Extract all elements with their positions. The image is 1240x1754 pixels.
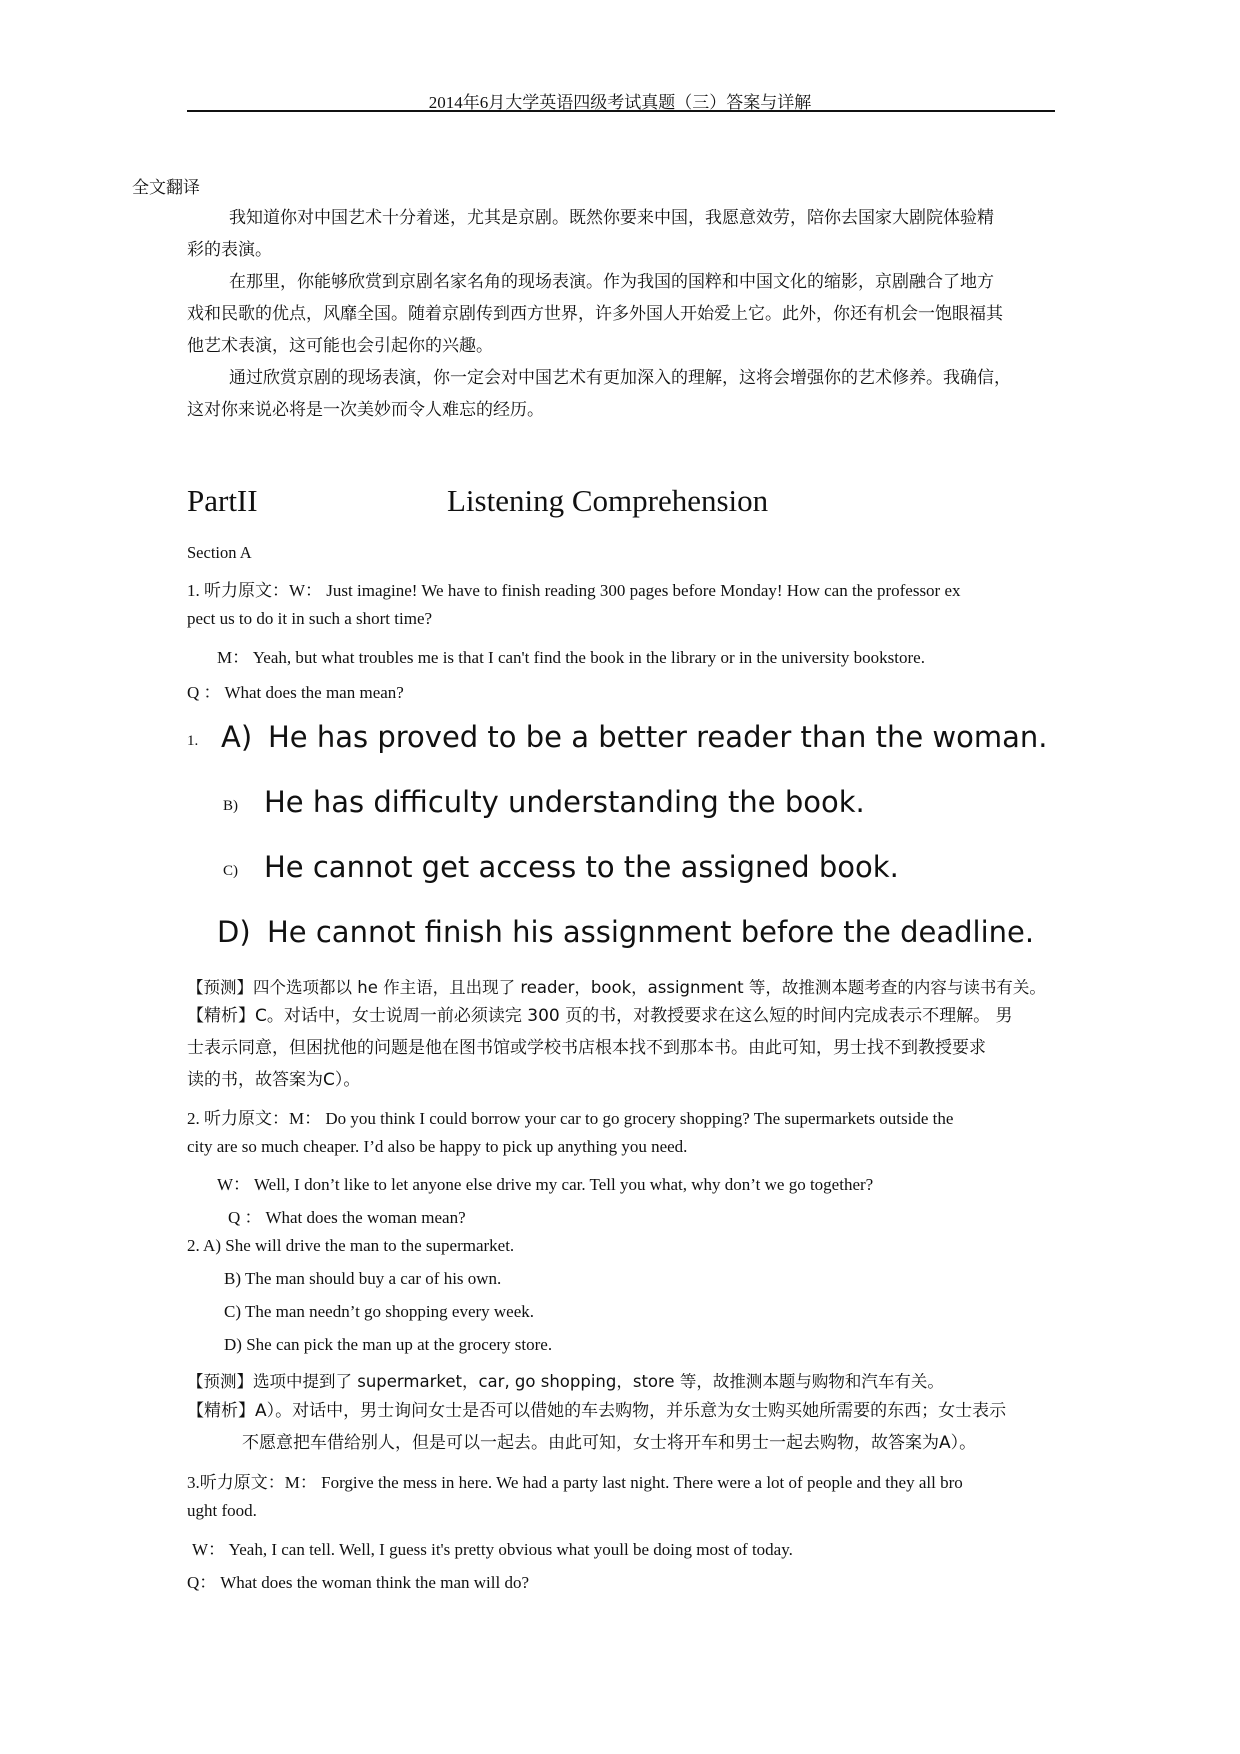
q2-question: Q ： What does the woman mean? — [228, 1208, 466, 1227]
q1-option-a-letter: A) — [221, 720, 253, 754]
q2-option-a: 2. A) She will drive the man to the supermarket. — [187, 1236, 515, 1255]
paragraph-line: 【精析】C。对话中，女士说周一前必须读完 300 页的书，对教授要求在这么短的时间内完成表示不理解。 男 — [187, 1006, 1013, 1026]
q3-question: Q： What does the woman think the man will do? — [187, 1573, 529, 1592]
translation-paragraph-3 — [187, 362, 1011, 426]
q1-man-line: M： Yeah, but what troubles me is that I can't find the book in the library or in the university bookstore. — [217, 648, 925, 667]
q1-option-d-letter: D) — [217, 915, 251, 949]
q2-option-c: C) The man needn’t go shopping every week. — [224, 1302, 535, 1321]
q1-option-d: He cannot finish his assignment before the deadline. — [267, 915, 1035, 949]
q2-script-line: 2. 听力原文：M： Do you think I could borrow your car to go grocery shopping? The supermarkets outside the — [187, 1109, 954, 1128]
translation-paragraph-1 — [187, 202, 994, 266]
q2-analysis — [187, 1395, 1006, 1459]
q1-option-c-letter: C) — [223, 863, 238, 879]
paragraph-line: 不愿意把车借给别人，但是可以一起去。由此可知，女士将开车和男士一起去购物，故答案为A）。 — [242, 1433, 977, 1453]
paragraph-line: 通过欣赏京剧的现场表演，你一定会对中国艺术有更加深入的理解，这将会增强你的艺术修养。我确信， — [229, 368, 1011, 388]
header-divider — [187, 110, 1055, 112]
q1-option-a: He has proved to be a better reader than the woman. — [268, 720, 1048, 754]
q1-option-c: He cannot get access to the assigned book. — [264, 850, 899, 884]
paragraph-line: 他艺术表演，这可能也会引起你的兴趣。 — [187, 336, 493, 356]
q1-question: Q ： What does the man mean? — [187, 683, 404, 702]
q2-prediction: 【预测】选项中提到了 supermarket，car, go shopping，store 等，故推测本题与购物和汽车有关。 — [187, 1372, 944, 1391]
q2-option-b: B) The man should buy a car of his own. — [224, 1269, 502, 1288]
q1-script-line: pect us to do it in such a short time? — [187, 609, 433, 628]
paragraph-line: 我知道你对中国艺术十分着迷，尤其是京剧。既然你要来中国，我愿意效劳，陪你去国家大剧院体验精 — [229, 208, 994, 228]
section-label: Section A — [187, 543, 252, 562]
part-title: Listening Comprehension — [447, 483, 769, 518]
q2-option-d: D) She can pick the man up at the grocery store. — [224, 1335, 553, 1354]
q1-prediction: 【预测】四个选项都以 he 作主语，且出现了 reader，book，assignment 等，故推测本题考查的内容与读书有关。 — [187, 978, 1046, 997]
paragraph-line: 这对你来说必将是一次美妙而令人难忘的经历。 — [187, 400, 544, 420]
paragraph-line: 【精析】A）。对话中，男士询问女士是否可以借她的车去购物，并乐意为女士购买她所需要的东西；女士表示 — [187, 1401, 1007, 1421]
q1-option-number: 1. — [187, 733, 199, 749]
paragraph-line: 在那里，你能够欣赏到京剧名家名角的现场表演。作为我国的国粹和中国文化的缩影，京剧融合了地方 — [229, 272, 994, 292]
q3-script-line: ught food. — [187, 1501, 257, 1520]
q1-option-b: He has difficulty understanding the book. — [264, 785, 865, 819]
paragraph-line: 读的书，故答案为C）。 — [187, 1070, 361, 1090]
q2-woman-line: W： Well, I don’t like to let anyone else drive my car. Tell you what, why don’t we go together? — [217, 1175, 874, 1194]
q1-analysis — [187, 1000, 1013, 1096]
q1-option-b-letter: B) — [223, 798, 238, 814]
translation-paragraph-2 — [187, 266, 1003, 362]
paragraph-line: 彩的表演。 — [187, 240, 272, 260]
q3-script-line: 3.听力原文：M： Forgive the mess in here. We had a party last night. There were a lot of people and they all bro — [187, 1473, 963, 1492]
q3-woman-line: W： Yeah, I can tell. Well, I guess it's pretty obvious what youll be doing most of today. — [192, 1540, 793, 1559]
page-header-title: 2014年6月大学英语四级考试真题（三）答案与详解 — [428, 93, 812, 112]
q2-script-line: city are so much cheaper. I’d also be happy to pick up anything you need. — [187, 1137, 688, 1156]
translation-heading: 全文翻译 — [132, 178, 200, 198]
part-label: PartII — [187, 483, 258, 518]
q1-script-line: 1. 听力原文：W： Just imagine! We have to finish reading 300 pages before Monday! How can the professor ex — [187, 581, 961, 600]
paragraph-line: 士表示同意，但困扰他的问题是他在图书馆或学校书店根本找不到那本书。由此可知，男士找不到教授要求 — [187, 1038, 986, 1058]
paragraph-line: 戏和民歌的优点，风靡全国。随着京剧传到西方世界，许多外国人开始爱上它。此外，你还有机会一饱眼福其 — [187, 304, 1003, 324]
